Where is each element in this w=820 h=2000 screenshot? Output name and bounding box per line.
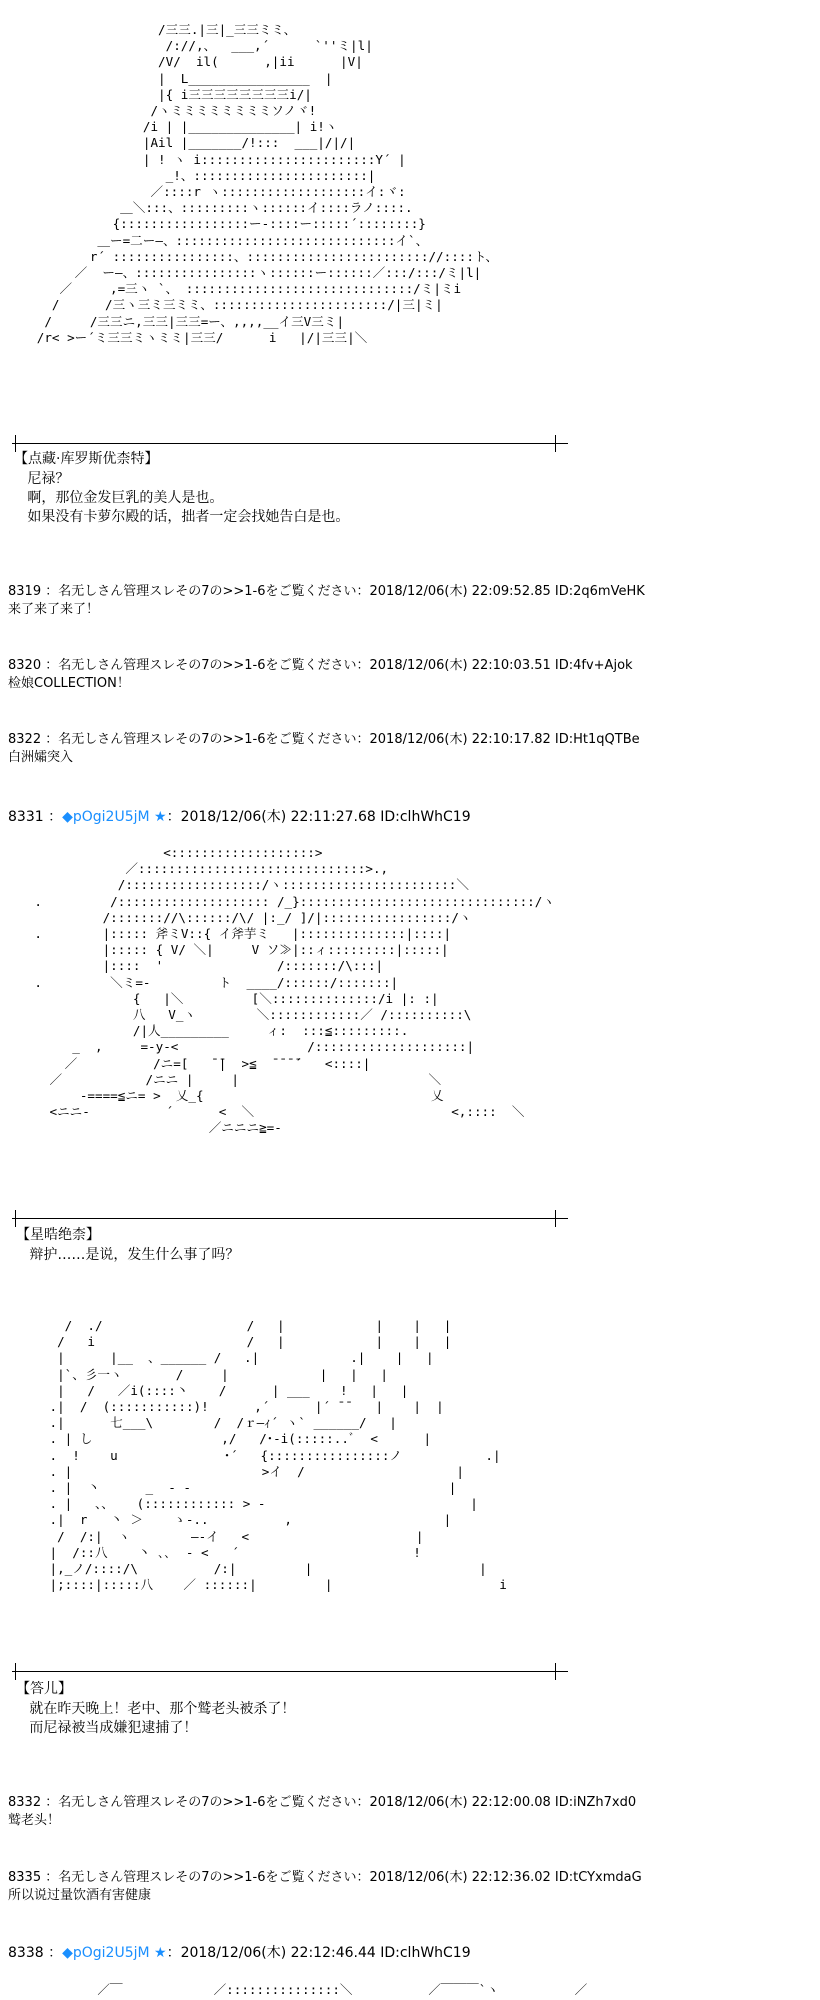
trip-code[interactable]: ◆pOgi2U5jM ★	[62, 1945, 167, 1961]
ascii-art-3: / ./ / | | | | / i / | | | | | |__ 、______ / .| .| | | |`、彡一ヽ / | | | | | / ／i(::::丶 / | ___ ! | | .| / (:::::::::::)! ,´ |´ ̄ ̄ | | | .| 七___\ / /ｒ―ｨ´ ヽ` ______/ | . | し ,/ /･-i(:::::..ﾞ < | . ! u ･´ {::::::::::::::::ノ .| . | >イ / | . | 丶 _ - - | . | 、、 (:::::::::::: > - | .| r 丶 ＞ ゝ-.. , | / /:| ヽ ―-イ < | | /::八 丶 ､､ - < ´ ! |,_ノ/::::/\ /:| | | |;::::|:::::八 ／ ::::::| | i	[49, 1318, 507, 1593]
reply-post	[8, 583, 645, 619]
post-meta: ：2018/12/06(木) 22:11:27.68 ID:clhWhC19	[166, 809, 471, 825]
speaker-name: 【星晧绝柰】	[16, 1227, 100, 1243]
dialogue-text: 辩护……是说，发生什么事了吗？	[16, 1247, 240, 1263]
op-post-header	[8, 1944, 471, 1962]
post-number: 8338 ：	[8, 1945, 63, 1961]
post-header: 8322 ：名无しさん管理スレその7の>>1-6をご覧ください：2018/12/06(木) 22:10:17.82 ID:Ht1qQTBe	[8, 732, 640, 747]
ascii-art-tail: ／￣ ／:::::::::::::::＼ ／￣￣￣`ヽ ／	[14, 1982, 588, 1997]
trip-code[interactable]: ◆pOgi2U5jM ★	[62, 809, 167, 825]
post-body: 来了来了来了！	[8, 602, 100, 617]
post-body: 所以说过量饮酒有害健康	[8, 1888, 152, 1903]
divider-tick	[555, 435, 556, 452]
speaker-name: 【答儿】	[16, 1681, 72, 1697]
divider-line	[12, 1671, 568, 1672]
ascii-art-1: /三三.|三|_三三ミミ、 /://,、 ___,´ `''ミ|l| /V/ il( ,|ii |V| | L________________ | |{ i三三三三三三三三i/| /ヽミミミミミミミミソノヾ! /i | |______________| i!ヽ |Ail |_______/!::: ___|/|/| | ! ヽ i:::::::::::::::::::::::Y´ | _!、:::::::::::::::::::::::| ／::::r ヽ:::::::::::::::::::イ:ヾ: ＿＼:::、:::::::::ヽ::::::イ::::ラノ::::. {:::::::::::::::::ー‐::::ー:::::´::::::::} ＿ー=二ー―、:::::::::::::::::::::::::::::イ`、 r´ ::::::::::::::::、:::::::::::::::::::::::://::::ト、 ／ ー―、::::::::::::::::ヽ::::::ー::::::／:::/:::/ミ|l| ／ ,=三ヽ `、 ::::::::::::::::::::::::::::::/ミ|ミi / /三ヽ三ミ三ミミ、:::::::::::::::::::::::/|三|ミ| / /三三ニ,三三|三三=ー、,,,,__イ三V三ミ| /r< >ー´ミ三三ミヽミミ|三三/ i |/|三三|＼	[36, 22, 498, 345]
dialogue-text: 就在昨天晚上！老中、那个鹫老头被杀了！ 而尼禄被当成嫌犯逮捕了！	[29, 1701, 296, 1736]
ascii-art-2: <:::::::::::::::::::> ／::::::::::::::::::::::::::::::>., /::::::::::::::::::/ヽ:::::::::::::::::::::::＼ . /:::::::::::::::::::: /_}:::::::::::::::::::::::::::::::/ヽ /::::::://\::::::/\/ |:_/ ]/|:::::::::::::::::/ヽ . |::::: 斧ミV::{ イ斧芋ミ |::::::::::::::|::::| |::::: { V/ ＼| V ソ≫|::ィ:::::::::|:::::| |:::: ' /:::::::/\:::| . ＼ミ=- ト ____/::::::/:::::::| { |＼ [＼::::::::::::::/i |: :| 八 V_ヽ ＼::::::::::::／ /::::::::::\ /|人_________ ィ: :::≦:::::::::. _ , =-y-< /::::::::::::::::::::| ／ /ニ=[ ̄ ̄| >≦ ̄ ̄ ̄ ̄´ <::::| ／ /ニニ | | ＼ -====≦ニ= > 乂_{ 乂 <ニニ- ´ < ＼ <,:::: ＼ ／ニニニ≧=-	[34, 845, 555, 1136]
reply-post	[8, 1869, 642, 1905]
reply-post	[8, 731, 640, 767]
divider-tick	[555, 1210, 556, 1227]
post-header: 8320 ：名无しさん管理スレその7の>>1-6をご覧ください：2018/12/06(木) 22:10:03.51 ID:4fv+Ajok	[8, 658, 633, 673]
post-body: 检娘COLLECTION！	[8, 676, 130, 691]
speaker-name: 【点藏·库罗斯优柰特】	[14, 451, 159, 467]
divider-tick	[15, 1210, 16, 1227]
divider-tick	[15, 1663, 16, 1680]
reply-post	[8, 657, 633, 693]
divider-line	[12, 443, 568, 444]
post-body: 鹫老头！	[8, 1813, 61, 1828]
op-post-header	[8, 808, 471, 826]
divider-tick	[555, 1663, 556, 1680]
divider-line	[12, 1218, 568, 1219]
post-header: 8335 ：名无しさん管理スレその7の>>1-6をご覧ください：2018/12/06(木) 22:12:36.02 ID:tCYxmdaG	[8, 1870, 642, 1885]
post-meta: ：2018/12/06(木) 22:12:46.44 ID:clhWhC19	[166, 1945, 471, 1961]
dialogue-text: 尼禄？ 啊，那位金发巨乳的美人是也。 如果没有卡萝尔殿的话，拙者一定会找她告白是也。	[27, 471, 350, 525]
post-header: 8319 ：名无しさん管理スレその7の>>1-6をご覧ください：2018/12/06(木) 22:09:52.85 ID:2q6mVeHK	[8, 584, 645, 599]
post-number: 8331 ：	[8, 809, 63, 825]
post-body: 白洲孀突入	[8, 750, 74, 765]
reply-post	[8, 1794, 636, 1830]
post-header: 8332 ：名无しさん管理スレその7の>>1-6をご覧ください：2018/12/06(木) 22:12:00.08 ID:iNZh7xd0	[8, 1795, 637, 1810]
